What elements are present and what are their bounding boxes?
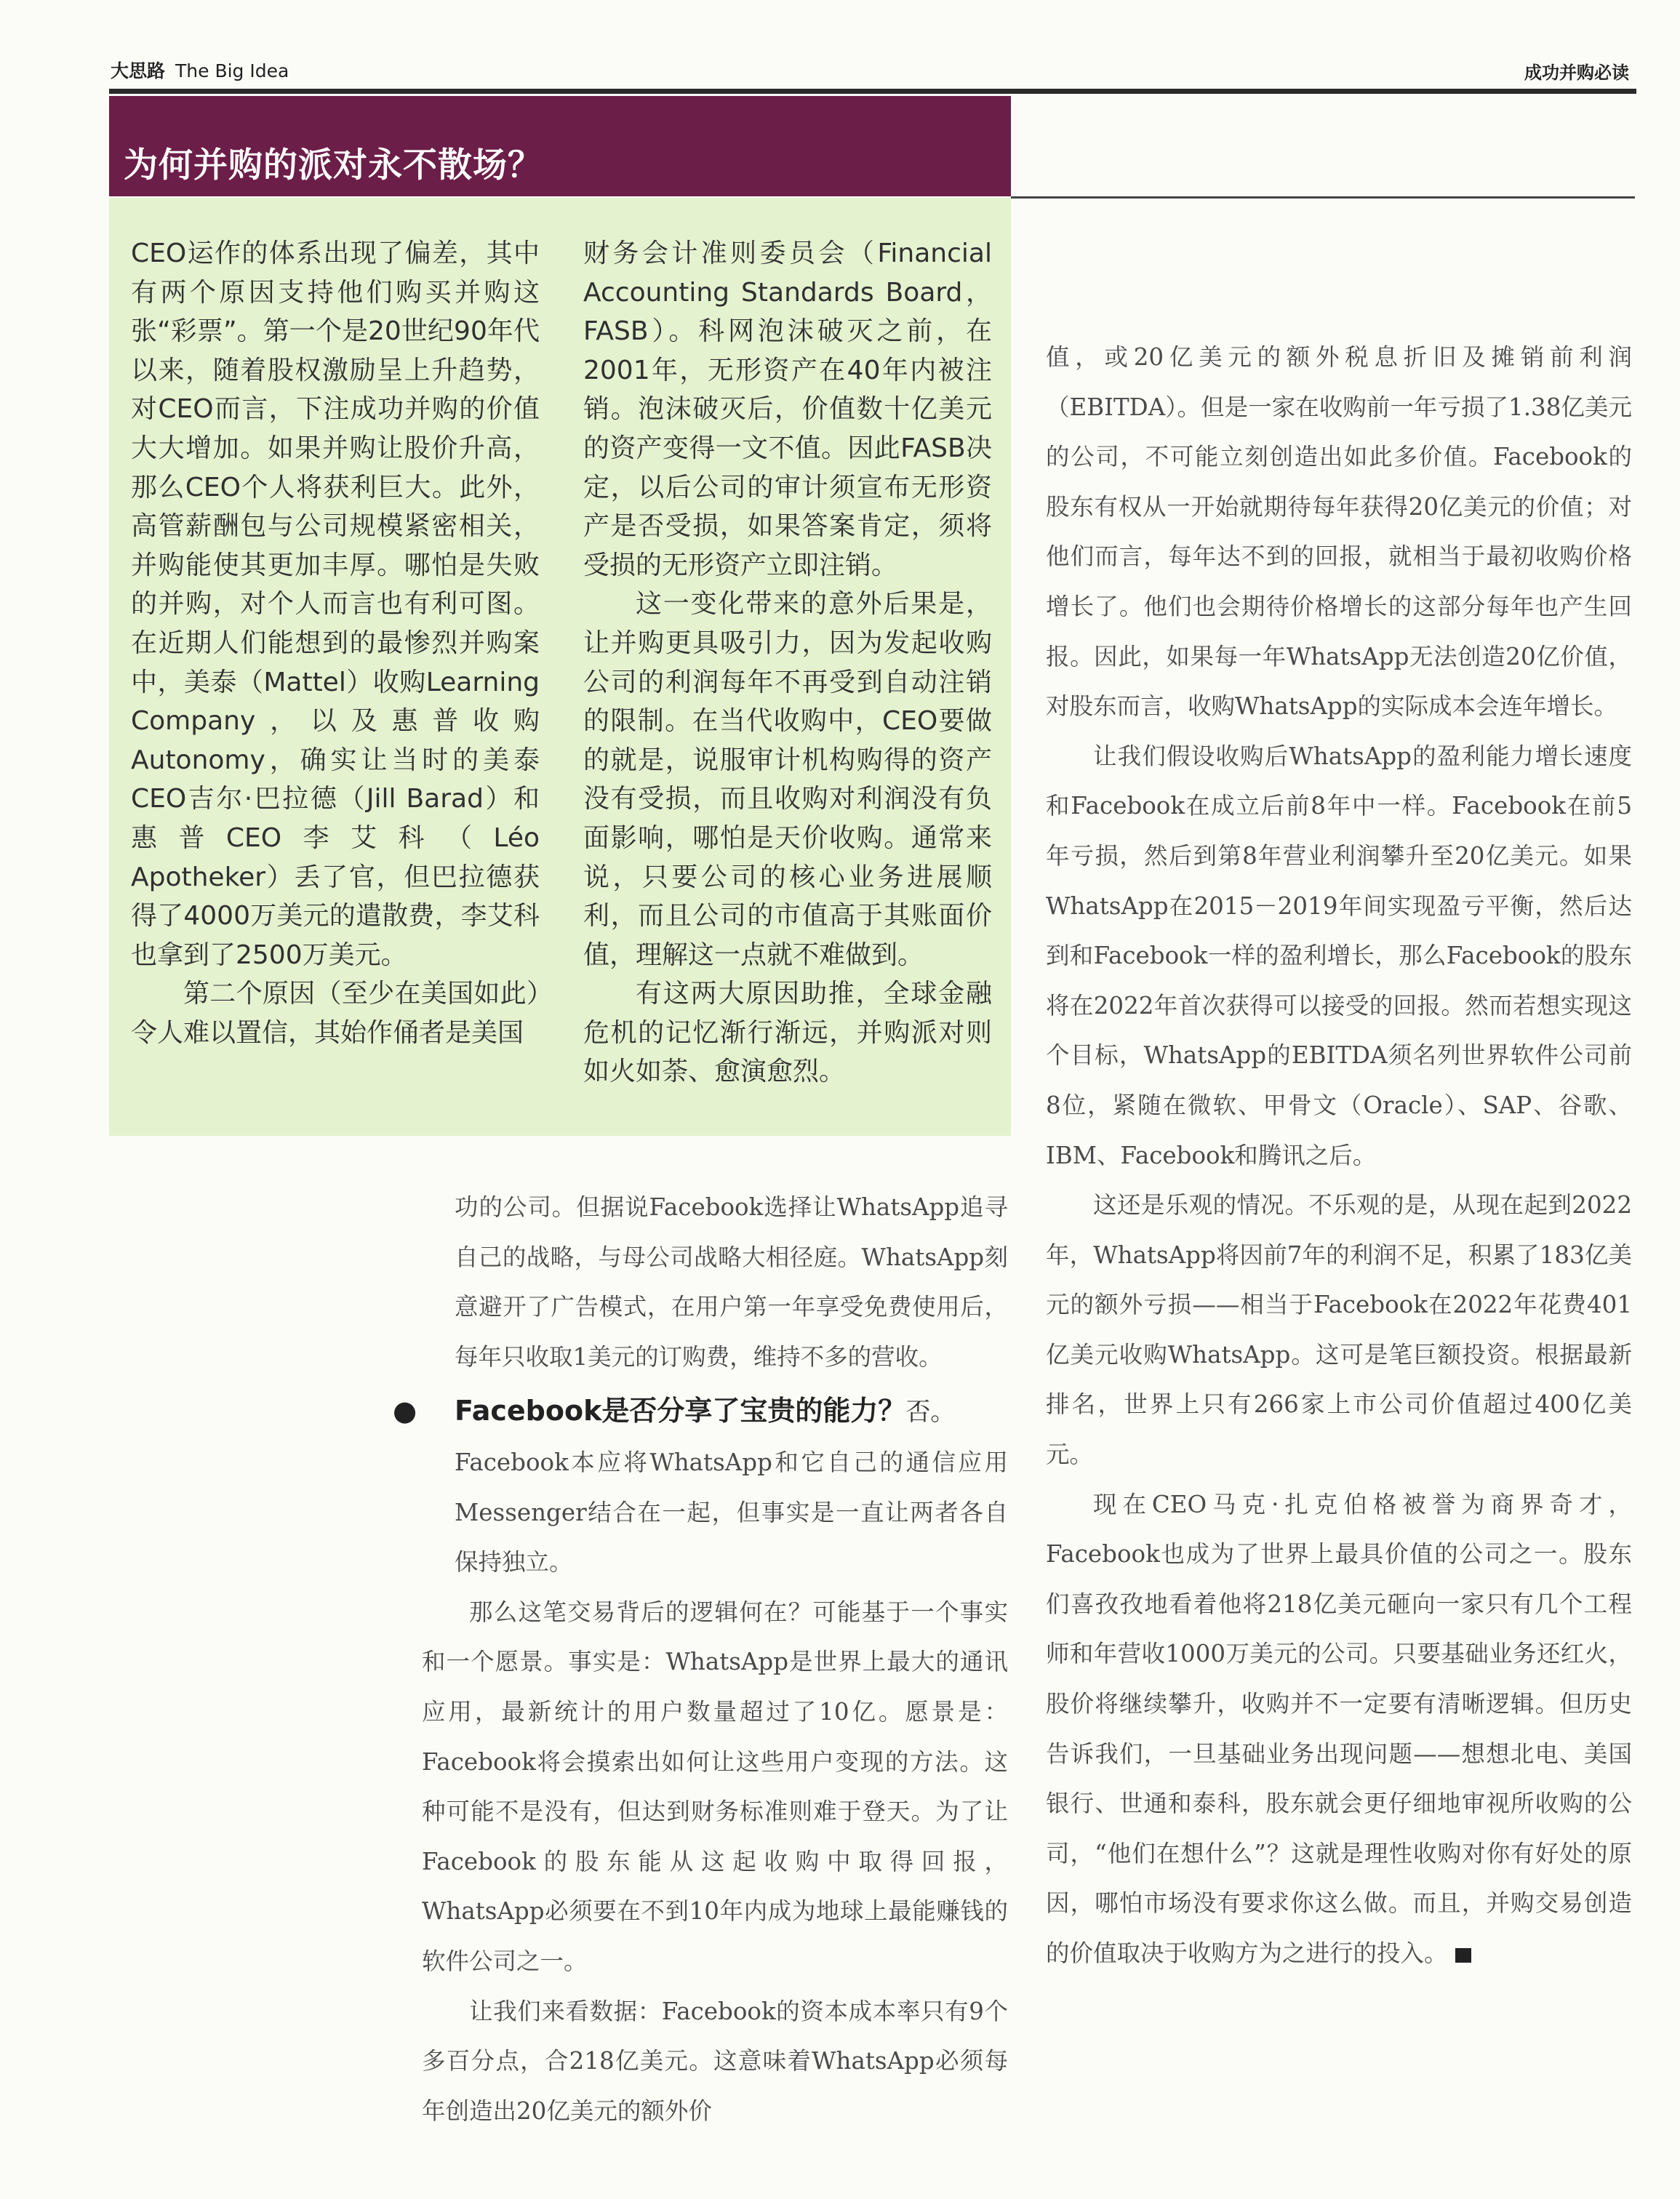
section-name-cn: 大思路 <box>111 60 166 81</box>
sidebar-paragraph: CEO运作的体系出现了偏差，其中有两个原因支持他们购买并购这张“彩票”。第一个是20世纪90年代以来，随着股权激励呈上升趋势，对CEO而言，下注成功并购的价值大大增加。如果并购让股价升高，那么CEO个人将获利巨大。此外，高管薪酬包与公司规模紧密相关，并购能使其更加丰厚。哪怕是失败的并购，对个人而言也有利可图。在近期人们能想到的最惨烈并购案中，美泰（Mattel）收购Learning Company，以及惠普收购Autonomy，确实让当时的美泰CEO吉尔·巴拉德（Jill Barad）和惠普CEO李艾科（Léo Apotheker）丢了官，但巴拉德获得了4000万美元的遣散费，李艾科也拿到了2500万美元。 <box>131 239 540 970</box>
body-paragraph: 那么这笔交易背后的逻辑何在？可能基于一个事实和一个愿景。事实是：WhatsApp是世界上最大的通讯应用，最新统计的用户数量超过了10亿。愿景是：Facebook将会摸索出如何让这些用户变现的方法。这种可能不是没有，但达到财务标准则难于登天。为了让Facebook的股东能从这起收购中取得回报，WhatsApp必须要在不到10年内成为地球上最能赚钱的软件公司之一。 <box>422 1598 1008 1975</box>
body-paragraph: 值，或20亿美元的额外税息折旧及摊销前利润（EBITDA）。但是一家在收购前一年亏损了1.38亿美元的公司，不可能立刻创造出如此多价值。Facebook的股东有权从一开始就期待每年获得20亿美元的价值；对他们而言，每年达不到的回报，就相当于最初收购价格增长了。他们也会期待价格增长的这部分每年也产生回报。因此，如果每一年WhatsApp无法创造20亿价值，对股东而言，收购WhatsApp的实际成本会连年增长。 <box>1046 343 1632 721</box>
bullet-text: Facebook本应将WhatsApp和它自己的通信应用Messenger结合在一起，但事实是一直让两者各自保持独立。 <box>455 1448 1008 1577</box>
article-title: 为何并购的派对永不散场？ <box>124 145 543 185</box>
title-rule <box>1011 196 1635 199</box>
sidebar-paragraph: 有这两大原因助推，全球金融危机的记忆渐行渐远，并购派对则如火如荼、愈演愈烈。 <box>583 979 992 1087</box>
body-paragraph: 这还是乐观的情况。不乐观的是，从现在起到2022年，WhatsApp将因前7年的利润不足，积累了183亿美元的额外亏损——相当于Facebook在2022年花费401亿美元收购WhatsApp。这可是笔巨额投资。根据最新排名，世界上只有266家上市公司价值超过400亿美元。 <box>1046 1191 1632 1469</box>
sidebar-paragraph: 这一变化带来的意外后果是，让并购更具吸引力，因为发起收购公司的利润每年不再受到自动注销的限制。在当代收购中，CEO要做的就是，说服审计机构购得的资产没有受损，而且收购对利润没有负面影响，哪怕是天价收购。通常来说，只要公司的核心业务进展顺利，而且公司的市值高于其账面价值，理解这一点就不难做到。 <box>583 589 992 970</box>
series-label: 成功并购必读 <box>1524 63 1629 83</box>
sidebar-paragraph: 财务会计准则委员会（Financial Accounting Standards Board，FASB）。科网泡沫破灭之前，在2001年，无形资产在40年内被注销。泡沫破灭后，价值数十亿美元的资产变得一文不值。因此FASB决定，以后公司的审计须宣布无形资产是否受损，如果答案肯定，须将受损的无形资产立即注销。 <box>583 239 992 580</box>
body-paragraph: 让我们来看数据：Facebook的资本成本率只有9个多百分点，合218亿美元。这意味着WhatsApp必须每年创造出20亿美元的额外价 <box>422 1997 1008 2125</box>
end-mark-icon <box>1455 1948 1471 1963</box>
sidebar-paragraph: 第二个原因（至少在美国如此）令人难以置信，其始作俑者是美国 <box>131 979 540 1048</box>
bullet-item <box>393 1386 1008 1587</box>
body-paragraph <box>1046 1480 1632 1979</box>
bullet-dot-icon: ● <box>393 1395 417 1427</box>
right-column <box>1046 332 1632 1979</box>
page-header-left <box>111 57 289 83</box>
section-name-en: The Big Idea <box>175 60 289 81</box>
sidebar-column-2 <box>583 234 992 1092</box>
middle-column <box>393 1182 1008 2136</box>
bullet-question: Facebook是否分享了宝贵的能力？ <box>455 1395 906 1427</box>
sidebar-column-1 <box>131 234 540 1052</box>
bullet-answer: 否。 <box>905 1398 956 1427</box>
closing-paragraph-text: 现在CEO马克·扎克伯格被誉为商界奇才，Facebook也成为了世界上最具价值的公司之一。股东们喜孜孜地看着他将218亿美元砸向一家只有几个工程师和年营收1000万美元的公司。只要基础业务还红火，股价将继续攀升，收购并不一定要有清晰逻辑。但历史告诉我们，一旦基础业务出现问题——想想北电、美国银行、世通和泰科，股东就会更仔细地审视所收购的公司，“他们在想什么”？这就是理性收购对你有好处的原因，哪怕市场没有要求你这么做。而且，并购交易创造的价值取决于收购方为之进行的投入。 <box>1046 1490 1632 1967</box>
body-paragraph: 让我们假设收购后WhatsApp的盈利能力增长速度和Facebook在成立后前8年中一样。Facebook在前5年亏损，然后到第8年营业利润攀升至20亿美元。如果WhatsApp在2015－2019年间实现盈亏平衡，然后达到和Facebook一样的盈利增长，那么Facebook的股东将在2022年首次获得可以接受的回报。然而若想实现这个目标，WhatsApp的EBITDA须名列世界软件公司前8位，紧随在微软、甲骨文（Oracle）、SAP、谷歌、IBM、Facebook和腾讯之后。 <box>1046 742 1632 1169</box>
body-paragraph: 功的公司。但据说Facebook选择让WhatsApp追寻自己的战略，与母公司战略大相径庭。WhatsApp刻意避开了广告模式，在用户第一年享受免费使用后，每年只收取1美元的订购费，维持不多的营收。 <box>455 1193 1008 1371</box>
header-rule <box>109 89 1636 94</box>
